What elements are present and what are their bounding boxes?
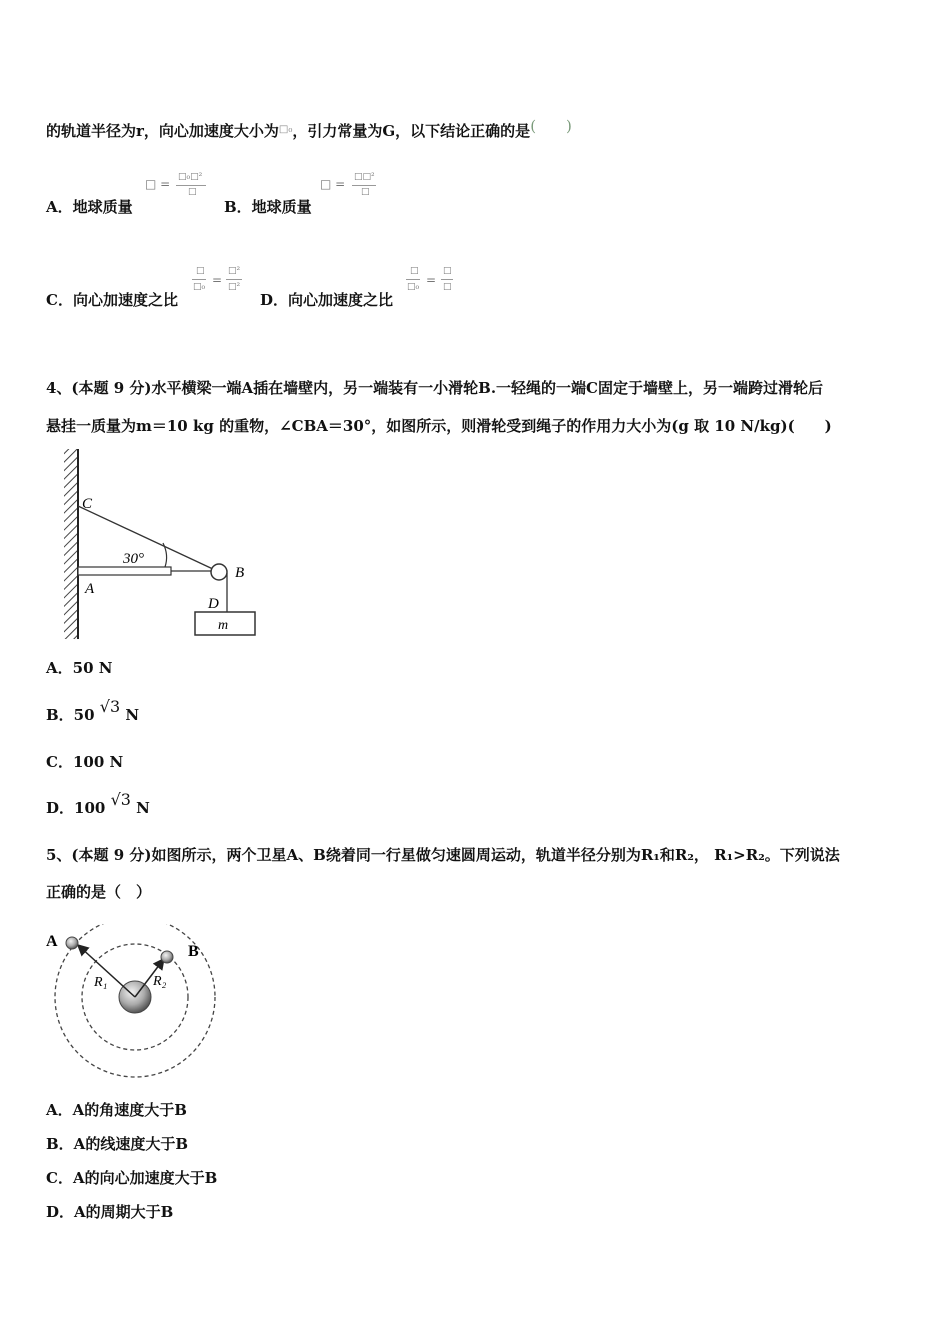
q3-frac-c-lnum: □ <box>196 266 205 276</box>
q3-frac-b-den: □ <box>361 187 370 197</box>
q3-frac-d-eq: = <box>426 273 437 287</box>
wall-hatch <box>64 449 78 639</box>
q3-frac-c-rnum: □² <box>228 266 241 276</box>
q3-option-d: D．向心加速度之比 <box>260 291 394 309</box>
q4-option-d-sqrt: √3 <box>110 790 131 809</box>
q4-option-b-sqrt: √3 <box>99 697 121 716</box>
label-a: A <box>85 581 95 597</box>
q3-frac-c-rden: □² <box>228 282 241 292</box>
label-sat-b: B <box>188 943 199 960</box>
q3-frac-c-lbar <box>192 279 206 280</box>
satellite-a <box>66 937 78 949</box>
q5-option-d: D．A的周期大于B <box>46 1203 174 1221</box>
q3-frac-c-lden: □₀ <box>193 282 206 292</box>
q3-frac-d-rnum: □ <box>443 266 452 276</box>
q4-pulley-figure <box>55 445 270 645</box>
q5-option-b: B．A的线速度大于B <box>46 1135 188 1153</box>
q4-option-d <box>46 790 150 818</box>
q3-frac-b-num: □□² <box>354 172 375 182</box>
label-m: m <box>218 618 229 633</box>
label-b: B <box>235 565 245 581</box>
q4-option-a: A．50 N <box>46 659 113 677</box>
q4-stem-line1: 4、(本题 9 分)水平横梁一端A插在墙壁内，另一端装有一小滑轮B.一轻绳的一端C固定于墙壁上，另一端跨过滑轮后 <box>46 379 823 397</box>
q3-frac-d-lnum: □ <box>410 266 419 276</box>
q3-frac-c-rbar <box>226 279 242 280</box>
label-sat-a: A <box>46 933 58 950</box>
q4-option-b-pre: B．50 <box>46 706 95 724</box>
q4-option-d-unit: N <box>136 799 150 817</box>
q3-stem-mid: ，引力常量为G，以下结论正确的是 <box>292 122 531 140</box>
q5-option-c: C．A的向心加速度大于B <box>46 1169 218 1187</box>
q3-frac-b-bar <box>352 185 376 186</box>
q3-paren: ( ) <box>530 117 572 135</box>
q5-stem-line2: 正确的是（ ） <box>46 883 152 901</box>
label-angle: 30° <box>123 551 144 567</box>
q4-stem-line2: 悬挂一质量为m＝10 kg 的重物，∠CBA＝30°，如图所示，则滑轮受到绳子的作用力大小为(g 取 10 N/kg)( ) <box>46 417 832 435</box>
label-r1: R₁ <box>94 975 108 990</box>
rope-cb <box>78 506 215 570</box>
q3-frac-c-eq: = <box>212 273 223 287</box>
q3-frac-a-den: □ <box>188 187 197 197</box>
satellite-b <box>161 951 173 963</box>
q3-a0: □₀ <box>278 124 293 135</box>
q3-frac-a-lhs: □ = <box>145 177 171 191</box>
q3-frac-a-bar <box>176 185 206 186</box>
q3-frac-b-lhs: □ = <box>320 177 346 191</box>
q4-option-c: C．100 N <box>46 753 124 771</box>
q3-frac-d-lbar <box>406 279 420 280</box>
q5-stem-line1: 5、(本题 9 分)如图所示，两个卫星A、B绕着同一行星做匀速圆周运动，轨道半径分别为R₁和R₂， R₁>R₂。下列说法 <box>46 846 840 864</box>
pulley-b <box>211 564 227 580</box>
q3-stem <box>46 116 572 141</box>
q3-frac-d-rbar <box>441 279 453 280</box>
q3-frac-d-lden: □₀ <box>407 282 420 292</box>
q4-option-d-pre: D．100 <box>46 799 106 817</box>
label-r2: R₂ <box>153 974 167 989</box>
q3-option-a: A．地球质量 <box>46 198 133 216</box>
q4-option-b-unit: N <box>125 706 140 724</box>
beam <box>78 567 171 575</box>
label-c: C <box>82 496 93 512</box>
q5-orbit-figure <box>42 924 222 1084</box>
label-d: D <box>208 596 219 612</box>
q3-frac-d-rden: □ <box>443 282 452 292</box>
q3-stem-text: 的轨道半径为r，向心加速度大小为 <box>46 122 279 140</box>
q3-option-c: C．向心加速度之比 <box>46 291 178 309</box>
q4-option-b <box>46 697 140 725</box>
q5-option-a: A．A的角速度大于B <box>46 1101 187 1119</box>
q3-option-b: B．地球质量 <box>224 198 312 216</box>
q3-frac-a-num: □₀□² <box>178 172 203 182</box>
